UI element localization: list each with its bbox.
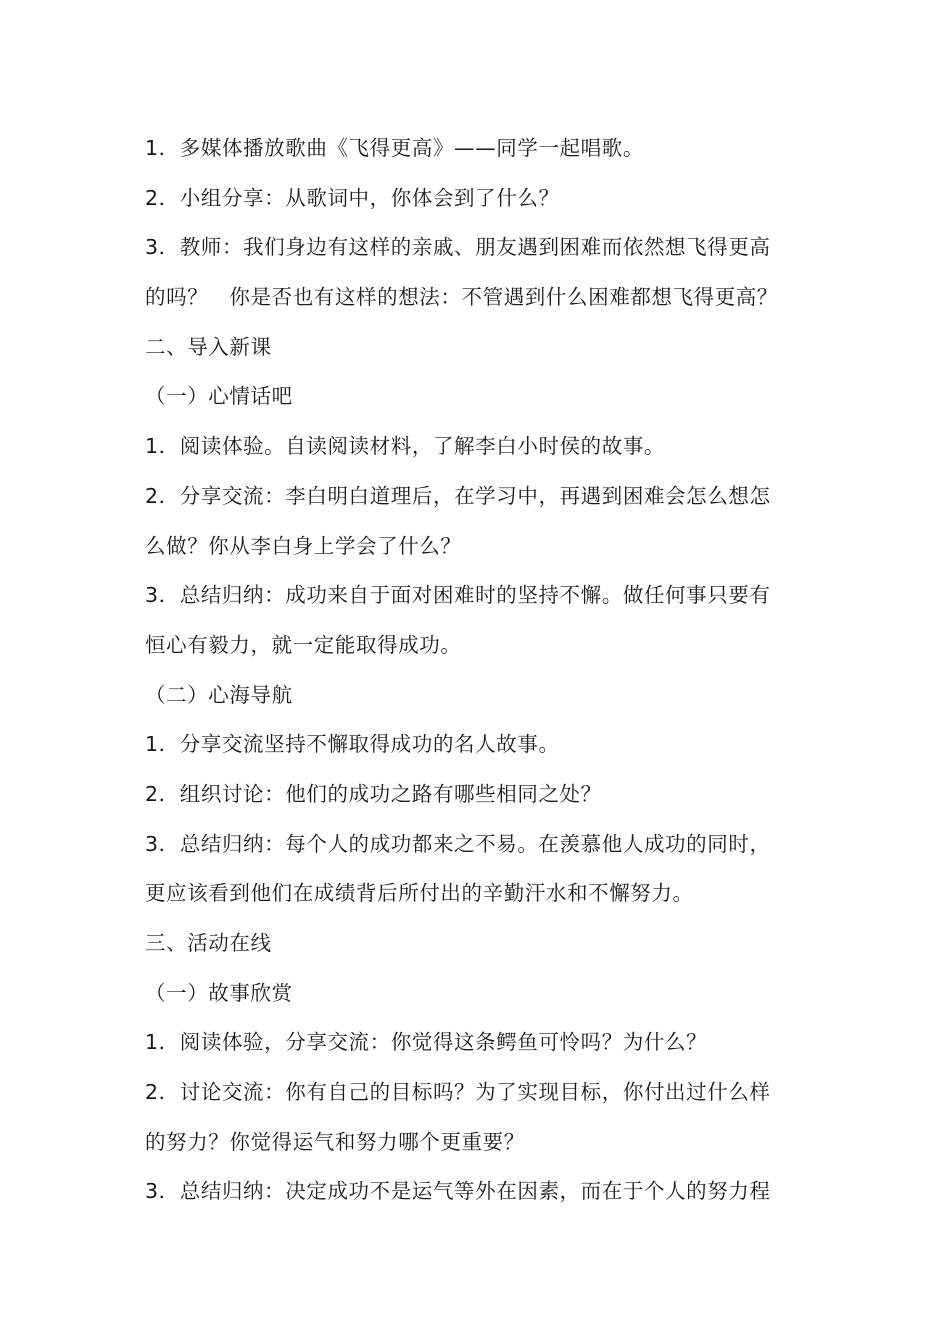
list-item: 1．阅读体验，分享交流：你觉得这条鳄鱼可怜吗？为什么？ — [145, 1030, 708, 1055]
section-heading: 三、活动在线 — [145, 931, 272, 955]
paragraph-continuation: 恒心有毅力，就一定能取得成功。 — [145, 632, 462, 657]
paragraph-continuation: 的吗？ 你是否也有这样的想法：不管遇到什么困难都想飞得更高？ — [145, 285, 778, 310]
list-item: 3．总结归纳：成功来自于面对困难时的坚持不懈。做任何事只要有 — [145, 583, 771, 608]
section-heading: 二、导入新课 — [145, 334, 272, 359]
list-item: 3．教师：我们身边有这样的亲戚、朋友遇到困难而依然想飞得更高 — [145, 235, 771, 260]
list-item: 1．阅读体验。自读阅读材料，了解李白小时侯的故事。 — [145, 434, 666, 459]
paragraph-continuation: 更应该看到他们在成绩背后所付出的辛勤汗水和不懈努力。 — [145, 881, 694, 906]
list-item: 3．总结归纳：每个人的成功都来之不易。在羡慕他人成功的同时， — [145, 831, 771, 856]
list-item: 2．组织讨论：他们的成功之路有哪些相同之处？ — [145, 781, 602, 806]
list-item: 2．小组分享：从歌词中，你体会到了什么？ — [145, 185, 560, 210]
subsection-heading: （一）故事欣赏 — [145, 980, 293, 1005]
list-item: 1．分享交流坚持不懈取得成功的名人故事。 — [145, 732, 560, 757]
subsection-heading: （二）心海导航 — [145, 682, 293, 707]
paragraph-continuation: 么做？你从李白身上学会了什么？ — [145, 533, 462, 558]
list-item: 2．讨论交流：你有自己的目标吗？为了实现目标，你付出过什么样 — [145, 1080, 771, 1105]
list-item: 3．总结归纳：决定成功不是运气等外在因素，而在于个人的努力程 — [145, 1179, 771, 1204]
document-body — [145, 124, 810, 1217]
list-item: 1．多媒体播放歌曲《飞得更高》——同学一起唱歌。 — [145, 136, 644, 160]
subsection-heading: （一）心情话吧 — [145, 384, 293, 409]
list-item: 2．分享交流：李白明白道理后，在学习中，再遇到困难会怎么想怎 — [145, 483, 771, 508]
paragraph-continuation: 的努力？你觉得运气和努力哪个更重要？ — [145, 1129, 525, 1154]
